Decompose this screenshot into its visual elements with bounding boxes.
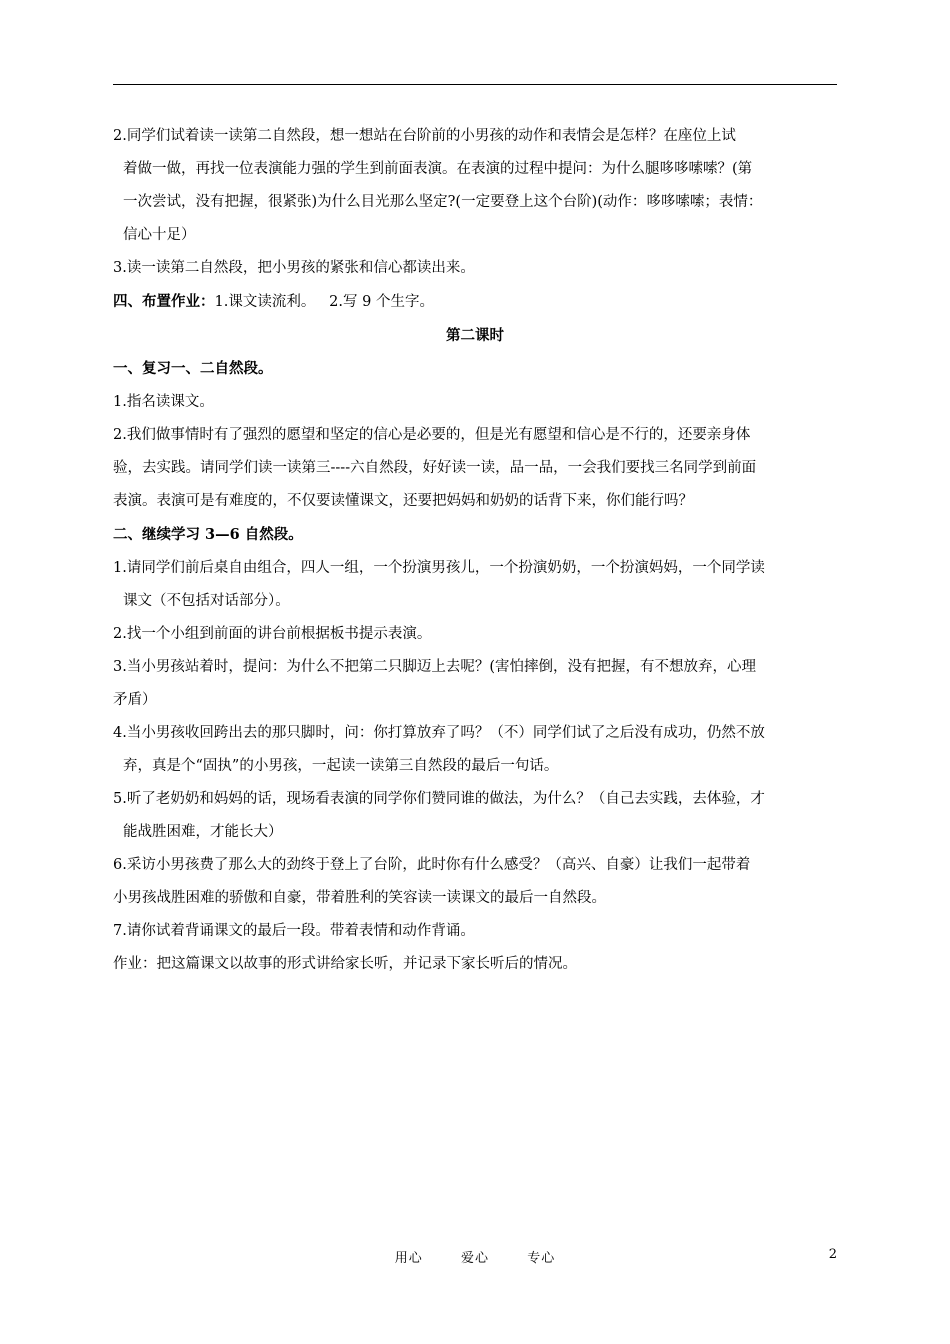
paragraph-text: 3.当小男孩站着时，提问：为什么不把第二只脚迈上去呢？(害怕摔倒，没有把握，有不想放弃，心理 [113,659,756,675]
paragraph-line [113,552,837,585]
paragraph-line [113,684,837,717]
paragraph-text: 着做一做，再找一位表演能力强的学生到前面表演。在表演的过程中提问：为什么腿哆哆嗦嗦？(第 [123,161,753,177]
paragraph-line [113,882,837,915]
paragraph-text: 7.请你试着背诵课文的最后一段。带着表情和动作背诵。 [113,923,475,939]
paragraph-text: 4.当小男孩收回跨出去的那只脚时，问：你打算放弃了吗？（不）同学们试了之后没有成功，仍然不放 [113,725,765,741]
paragraph-line [113,783,837,816]
paragraph-text: 2.我们做事情时有了强烈的愿望和坚定的信心是必要的，但是光有愿望和信心是不行的，还要亲身体 [113,427,751,443]
footer-motto: 用心 爱心 专心 [394,1251,556,1266]
paragraph-continuation [113,750,837,783]
paragraph-line [113,618,837,651]
section-heading [113,352,837,386]
section-heading [113,518,837,552]
paragraph-text: 课文（不包括对话部分）。 [123,593,290,609]
paragraph-tail: 1.课文读流利。 2.写 9 个生字。 [214,294,434,310]
paragraph-line [113,849,837,882]
page-footer [0,1247,950,1267]
paragraph-text: 1.请同学们前后桌自由组合，四人一组，一个扮演男孩儿，一个扮演奶奶，一个扮演妈妈，一个同学读 [113,560,765,576]
paragraph-line [113,252,837,285]
paragraph-line [113,915,837,948]
paragraph-text: 作业：把这篇课文以故事的形式讲给家长听，并记录下家长听后的情况。 [113,956,577,972]
paragraph-text: 第二课时 [446,327,504,344]
paragraph-text: 6.采访小男孩费了那么大的劲终于登上了台阶，此时你有什么感受？（高兴、自豪）让我们一起带着 [113,857,751,873]
paragraph-text: 1.指名读课文。 [113,394,214,410]
paragraph-text: 能战胜困难，才能长大） [123,824,283,840]
paragraph-text: 弃，真是个“固执”的小男孩，一起读一读第三自然段的最后一句话。 [123,758,559,774]
paragraph-line [113,948,837,981]
paragraph-text: 信心十足） [123,227,196,243]
paragraph-line [113,717,837,750]
paragraph-text: 表演。表演可是有难度的，不仅要读懂课文，还要把妈妈和奶奶的话背下来，你们能行吗？ [113,493,693,509]
section-heading [113,285,837,319]
paragraph-text: 小男孩战胜困难的骄傲和自豪，带着胜利的笑容读一读课文的最后一自然段。 [113,890,606,906]
paragraph-line [113,419,837,452]
paragraph-text: 2.找一个小组到前面的讲台前根据板书提示表演。 [113,626,432,642]
paragraph-continuation [113,219,837,252]
lesson-title [113,319,837,352]
paragraph-text: 5.听了老奶奶和妈妈的话，现场看表演的同学你们赞同谁的做法，为什么？（自己去实践，去体验，才 [113,791,765,807]
paragraph-line [113,386,837,419]
document-body [113,120,837,981]
page-number: 2 [828,1247,837,1262]
header-rule [113,84,837,85]
paragraph-text: 3.读一读第二自然段，把小男孩的紧张和信心都读出来。 [113,260,475,276]
paragraph-continuation [113,186,837,219]
paragraph-text: 二、继续学习 3—6 自然段。 [113,526,303,543]
paragraph-line [113,120,837,153]
paragraph-text: 2.同学们试着读一读第二自然段，想一想站在台阶前的小男孩的动作和表情会是怎样？在座位上试 [113,128,736,144]
paragraph-text: 一、复习一、二自然段。 [113,360,273,377]
paragraph-continuation [113,153,837,186]
paragraph-text: 一次尝试，没有把握，很紧张)为什么目光那么坚定?(一定要登上这个台阶)(动作：哆哆嗦嗦；表情： [123,194,763,210]
paragraph-text: 验，去实践。请同学们读一读第三----六自然段，好好读一读，品一品，一会我们要找三名同学到前面 [113,460,757,476]
paragraph-continuation [113,816,837,849]
paragraph-line [113,651,837,684]
paragraph-text: 四、布置作业： [113,293,215,310]
paragraph-line [113,485,837,518]
paragraph-text: 矛盾） [113,692,157,708]
paragraph-line [113,452,837,485]
paragraph-continuation [113,585,837,618]
